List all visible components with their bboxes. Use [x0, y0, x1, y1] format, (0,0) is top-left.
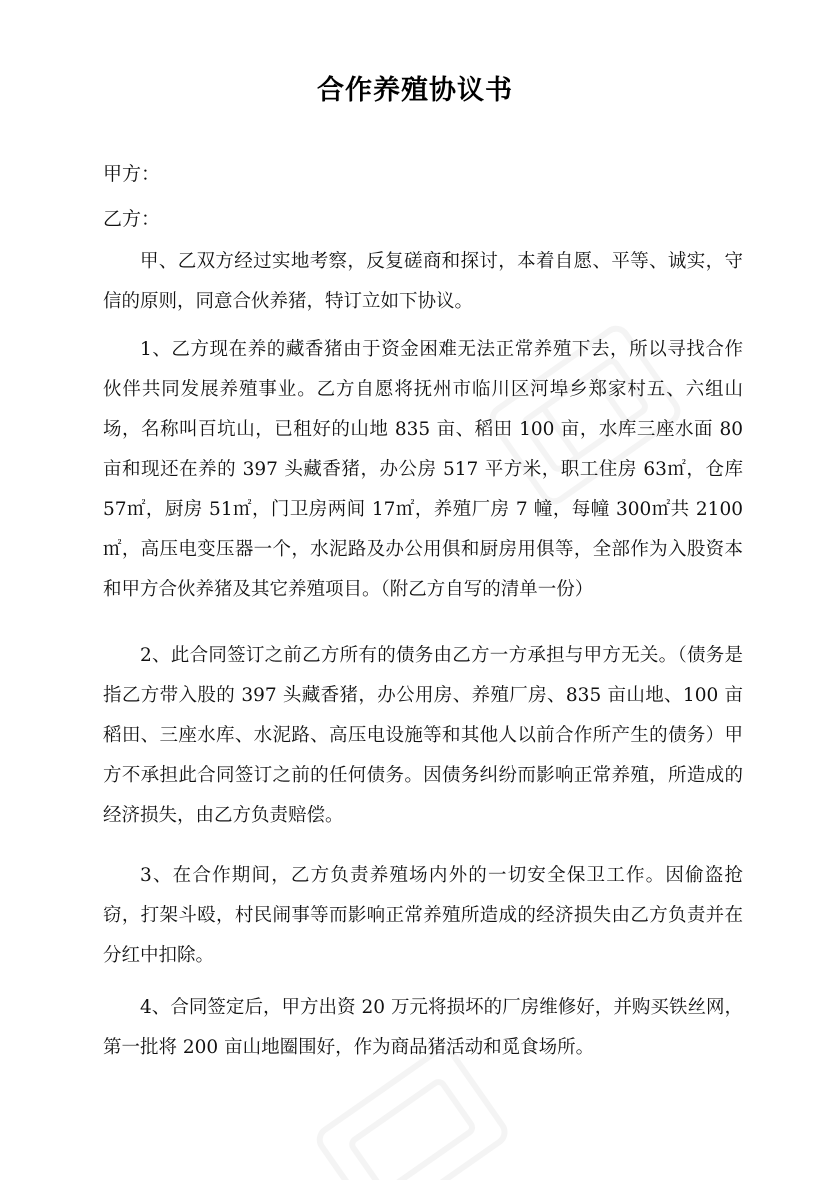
- intro-paragraph: 甲、乙双方经过实地考察，反复磋商和探讨，本着自愿、平等、诚实，守信的原则，同意合伙养猪，特订立如下协议。: [103, 251, 743, 312]
- clause-4-paragraph: 4、合同签定后，甲方出资 20 万元将损坏的厂房维修好，并购买铁丝网，第一批将 200 亩山地圈围好，作为商品猪活动和觅食场所。: [103, 997, 743, 1058]
- document-title: 合作养殖协议书: [317, 75, 513, 106]
- party-a-label: 甲方：: [103, 163, 161, 185]
- party-b-label: 乙方：: [103, 208, 161, 230]
- clause-3-paragraph: 3、在合作期间，乙方负责养殖场内外的一切安全保卫工作。因偷盗抢窃，打架斗殴，村民闹事等而影响正常养殖所造成的经济损失由乙方负责并在分红中扣除。: [103, 865, 743, 966]
- clause-1-paragraph: 1、乙方现在养的藏香猪由于资金困难无法正常养殖下去，所以寻找合作伙伴共同发展养殖事业。乙方自愿将抚州市临川区河埠乡郑家村五、六组山场，名称叫百坑山，已租好的山地 835 亩、稻田 100 亩，水库三座水面 80 亩和现还在养的 397 头藏香猪，办公房 517 平方米，职工住房 63㎡，仓库 57㎡，厨房 51㎡，门卫房两间 17㎡，养殖厂房 7 幢，每幢 300㎡共 2100㎡，高压电变压器一个，水泥路及办公用俱和厨房用俱等，全部作为入股资本和甲方合伙养猪及其它养殖项目。（附乙方自写的清单一份）: [103, 339, 743, 600]
- clause-2-paragraph: 2、此合同签订之前乙方所有的债务由乙方一方承担与甲方无关。（债务是指乙方带入股的 397 头藏香猪，办公用房、养殖厂房、835 亩山地、100 亩稻田、三座水库、水泥路、高压电设施等和其他人以前合作所产生的债务）甲方不承担此合同签订之前的任何债务。因债务纠纷而影响正常养殖，所造成的经济损失，由乙方负责赔偿。: [103, 645, 743, 826]
